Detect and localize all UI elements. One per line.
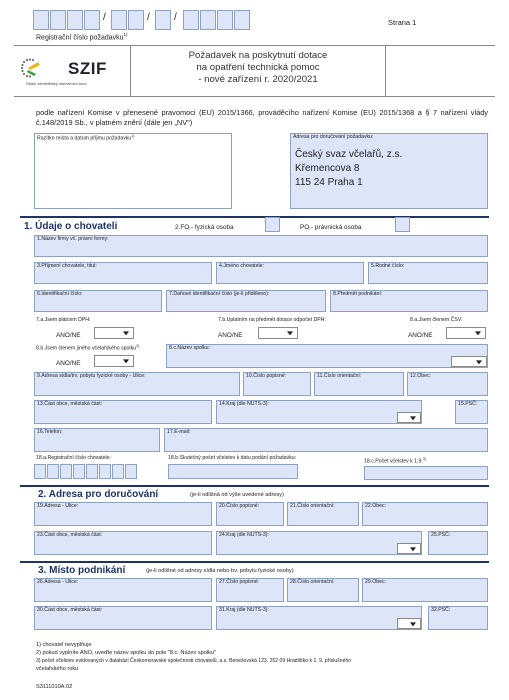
reg-digit[interactable] [200, 10, 216, 30]
house-number-field[interactable] [243, 372, 311, 396]
region-field[interactable] [216, 400, 422, 424]
vat-deduction-label: 7.b.Uplatním na předmět dotace odpočet DPH: [218, 317, 326, 323]
footnote-ref: 1) [131, 134, 135, 138]
email-field[interactable] [164, 428, 488, 452]
chevron-down-icon [410, 622, 416, 626]
reg-digit[interactable] [128, 10, 144, 30]
breeder-reg-boxes [34, 464, 144, 480]
birth-number-label: 5.Rodné číslo: [371, 263, 405, 269]
club-name-field[interactable] [166, 344, 488, 368]
breeder-reg-digit[interactable] [47, 464, 59, 479]
orientation-number-label: 11.Číslo orientační: [317, 373, 362, 379]
delivery-street-label: 19.Adresa - Ulice: [37, 503, 79, 509]
reg-digit[interactable] [234, 10, 250, 30]
delivery-house-number-label: 20.Číslo popisné: [219, 503, 260, 509]
chevron-down-icon [123, 359, 129, 363]
business-municipality-field[interactable] [362, 578, 488, 602]
business-subject-field[interactable] [330, 290, 488, 312]
reg-digit[interactable] [84, 10, 100, 30]
reg-digit[interactable] [217, 10, 233, 30]
business-district-label: 30.Část obce, městská část: [37, 607, 103, 613]
municipality-field[interactable] [407, 372, 488, 396]
colonies-sept-label [364, 458, 426, 465]
delivery-address-box [290, 133, 488, 209]
business-district-field[interactable] [34, 606, 212, 630]
orientation-number-field[interactable] [314, 372, 404, 396]
street-field[interactable] [34, 372, 240, 396]
vat-payer-anone: ANO/NE [56, 332, 81, 339]
chevron-down-icon [410, 416, 416, 420]
delivery-region-label: 24.Kraj (dle NUTS-3): [219, 532, 269, 538]
po-label: PO - právnická osoba [300, 224, 362, 231]
surname-field[interactable] [34, 262, 212, 284]
breeder-reg-digit[interactable] [34, 464, 46, 479]
delivery-district-field[interactable] [34, 531, 212, 555]
zip-field[interactable] [455, 400, 488, 424]
section1-bar [20, 216, 489, 218]
form-title [131, 50, 385, 86]
delivery-region-dropdown[interactable] [397, 543, 421, 554]
delivery-zip-field[interactable] [428, 531, 488, 555]
business-street-label: 26.Adresa - Ulice: [37, 579, 79, 585]
footnote-ref: 3) [422, 457, 426, 461]
dic-field[interactable] [166, 290, 326, 312]
registration-number-boxes [33, 10, 248, 32]
other-club-label-text: 8.b.Jsem členem jiného včelařského spolku [36, 345, 137, 352]
chevron-down-icon [287, 331, 293, 335]
delivery-orientation-number-label: 21.Číslo orientační: [290, 503, 335, 509]
company-name-label: 1.Název firmy vč. právní formy: [37, 236, 109, 242]
chevron-down-icon [476, 360, 482, 364]
szif-logo-icon [20, 58, 44, 78]
club-name-dropdown[interactable] [451, 356, 487, 367]
slash: / [103, 12, 106, 23]
region-dropdown[interactable] [397, 412, 421, 423]
business-subject-label: 8.Předmět podnikání: [333, 291, 383, 297]
chevron-down-icon [123, 331, 129, 335]
colonies-sept-label-text: 18.c.Počet včelstev k 1.9. [364, 458, 423, 465]
delivery-house-number-field[interactable] [216, 502, 284, 526]
footnote-3: 3) počet včelstev evidovaných v databázi Českomoravské společnosti chovatelů, a.s. Benešovská 123, 252 09 Hradištko k 1. 9. příslušného [36, 658, 352, 664]
footnote-ref: 2) [136, 344, 140, 348]
delivery-region-field[interactable] [216, 531, 422, 555]
delivery-address-label: Adresa pro doručování požadavku: [293, 134, 374, 140]
szif-logo [18, 58, 126, 90]
phone-label: 16.Telefon: [37, 429, 63, 435]
delivery-address-line1: Český svaz včelařů, z.s. [295, 149, 403, 160]
footnote-2: 2) pokud vyplníte ANO, uveďte název spolku do pole "8.c. Název spolku" [36, 650, 216, 656]
firstname-label: 4.Jméno chovatele: [219, 263, 264, 269]
dic-label: 7.Daňové identifikační číslo (je-li přiděleno): [169, 291, 270, 297]
colonies-count-input[interactable] [168, 464, 298, 479]
delivery-address-line2: Křemencova 8 [295, 163, 360, 174]
email-label: 17.E-mail: [167, 429, 191, 435]
municipality-label: 12.Obec: [410, 373, 432, 379]
surname-label: 3.Příjmení chovatele, titul: [37, 263, 97, 269]
chevron-down-icon [475, 331, 481, 335]
business-house-number-field[interactable] [216, 578, 284, 602]
house-number-label: 10.Číslo popisné: [246, 373, 287, 379]
vat-payer-dropdown[interactable] [94, 327, 134, 339]
form-title-line2: na opatření technická pomoc [196, 62, 320, 73]
reg-digit[interactable] [50, 10, 66, 30]
colonies-count-label: 18.b.Skutečný počet včelstev k datu podání požadavku: [168, 455, 297, 461]
slash: / [174, 12, 177, 23]
registration-label-text: Registrační číslo požadavku [36, 34, 124, 42]
company-name-field[interactable] [34, 235, 488, 257]
reg-digit[interactable] [155, 10, 171, 30]
csv-member-anone: ANO/NE [408, 332, 433, 339]
footnote-1: 1) chovatel nevyplňuje [36, 642, 92, 648]
stamp-label-text: Razítko místa a datum příjmu požadavku [37, 135, 132, 142]
reg-digit[interactable] [33, 10, 49, 30]
street-label: 9.Adresa sídla/trv. pobytu fyzické osoby - Ulice: [37, 373, 146, 379]
business-street-field[interactable] [34, 578, 212, 602]
stamp-box [34, 133, 232, 209]
birth-number-field[interactable] [368, 262, 488, 284]
business-municipality-label: 29.Obec: [365, 579, 387, 585]
vat-payer-label: 7.a.Jsem plátcem DPH: [36, 317, 91, 323]
breeder-reg-digit[interactable] [86, 464, 98, 479]
colonies-sept-input[interactable] [364, 466, 488, 480]
firstname-field[interactable] [216, 262, 364, 284]
zip-label: 15.PSČ: [458, 401, 478, 407]
breeder-reg-digit[interactable] [125, 464, 137, 479]
footnote-ref: 1) [123, 32, 128, 37]
szif-logo-text: SZIF [68, 59, 107, 78]
page-number: Strana 1 [388, 18, 417, 27]
section2-bar [20, 485, 489, 487]
intro-text: podle nařízení Komise v přenesené pravomoci (EU) 2015/1366, prováděcího nařízení Komise (EU) 2015/1368 a § 7 nařízení vlády č.148/2019 Sb., v platném znění (dále jen „NV") [36, 108, 488, 127]
reg-digit[interactable] [111, 10, 127, 30]
phone-field[interactable] [34, 428, 160, 452]
po-checkbox[interactable] [395, 217, 410, 232]
section2-note: (je-li odlišná od výše uvedené adresy) [190, 492, 284, 498]
section3-note: (je-li odlišné od adresy sídla nebo trv. pobytu fyzické osoby) [146, 568, 294, 574]
section1-title: 1. Údaje o chovateli [24, 221, 118, 232]
business-region-label: 31.Kraj (dle NUTS-3): [219, 607, 269, 613]
form-title-line3: - nové zařízení r. 2020/2021 [198, 74, 318, 85]
header-divider [385, 45, 386, 97]
slash: / [147, 12, 150, 23]
stamp-label [37, 135, 134, 142]
section2-title: 2. Adresa pro doručování [38, 489, 159, 500]
business-orientation-number-field[interactable] [287, 578, 359, 602]
delivery-address-line3: 115 24 Praha 1 [295, 177, 363, 188]
fo-checkbox[interactable] [265, 217, 280, 232]
vat-deduction-anone: ANO/NE [218, 332, 243, 339]
business-region-dropdown[interactable] [397, 618, 421, 629]
reg-digit[interactable] [67, 10, 83, 30]
csv-member-dropdown[interactable] [446, 327, 486, 339]
other-club-anone: ANO/NE [56, 360, 81, 367]
business-zip-label: 32.PSČ: [431, 607, 451, 613]
ico-field[interactable] [34, 290, 162, 312]
breeder-reg-digit[interactable] [73, 464, 85, 479]
csv-member-label: 8.a.Jsem členem ČSV: [410, 317, 463, 323]
form-title-line1: Požadavek na poskytnutí dotace [188, 50, 328, 61]
szif-logo-subtitle: Státní zemědělský intervenční fond [26, 81, 87, 86]
chevron-down-icon [410, 547, 416, 551]
delivery-zip-label: 25.PSČ: [431, 532, 451, 538]
section3-bar [20, 561, 489, 563]
delivery-orientation-number-field[interactable] [287, 502, 359, 526]
delivery-district-label: 23.Část obce, městská část: [37, 532, 103, 538]
ico-label: 6.Identifikační číslo: [37, 291, 83, 297]
region-label: 14.Kraj (dle NUTS-3): [219, 401, 269, 407]
business-zip-field[interactable] [428, 606, 488, 630]
registration-label [36, 32, 128, 41]
reg-digit[interactable] [183, 10, 199, 30]
footnote-3-cont: včelařského roku [36, 666, 79, 672]
delivery-municipality-label: 22.Obec: [365, 503, 387, 509]
business-region-field[interactable] [216, 606, 422, 630]
business-house-number-label: 27.Číslo popisné: [219, 579, 260, 585]
breeder-reg-digit[interactable] [112, 464, 124, 479]
delivery-street-field[interactable] [34, 502, 212, 526]
district-field[interactable] [34, 400, 212, 424]
business-orientation-number-label: 28.Číslo orientační: [290, 579, 335, 585]
breeder-reg-label: 18.a.Registrační číslo chovatele: [36, 455, 111, 461]
club-name-label: 8.c.Název spolku: [169, 345, 210, 351]
district-label: 13.Část obce, městská část: [37, 401, 103, 407]
delivery-municipality-field[interactable] [362, 502, 488, 526]
section3-title: 3. Místo podnikání [38, 565, 126, 576]
fo-label: 2.FO - fyzická osoba [175, 224, 234, 231]
vat-deduction-dropdown[interactable] [258, 327, 298, 339]
other-club-dropdown[interactable] [94, 355, 134, 367]
breeder-reg-digit[interactable] [99, 464, 111, 479]
other-club-label [36, 345, 139, 352]
breeder-reg-digit[interactable] [60, 464, 72, 479]
form-code: S3111010A.02 [36, 684, 73, 690]
